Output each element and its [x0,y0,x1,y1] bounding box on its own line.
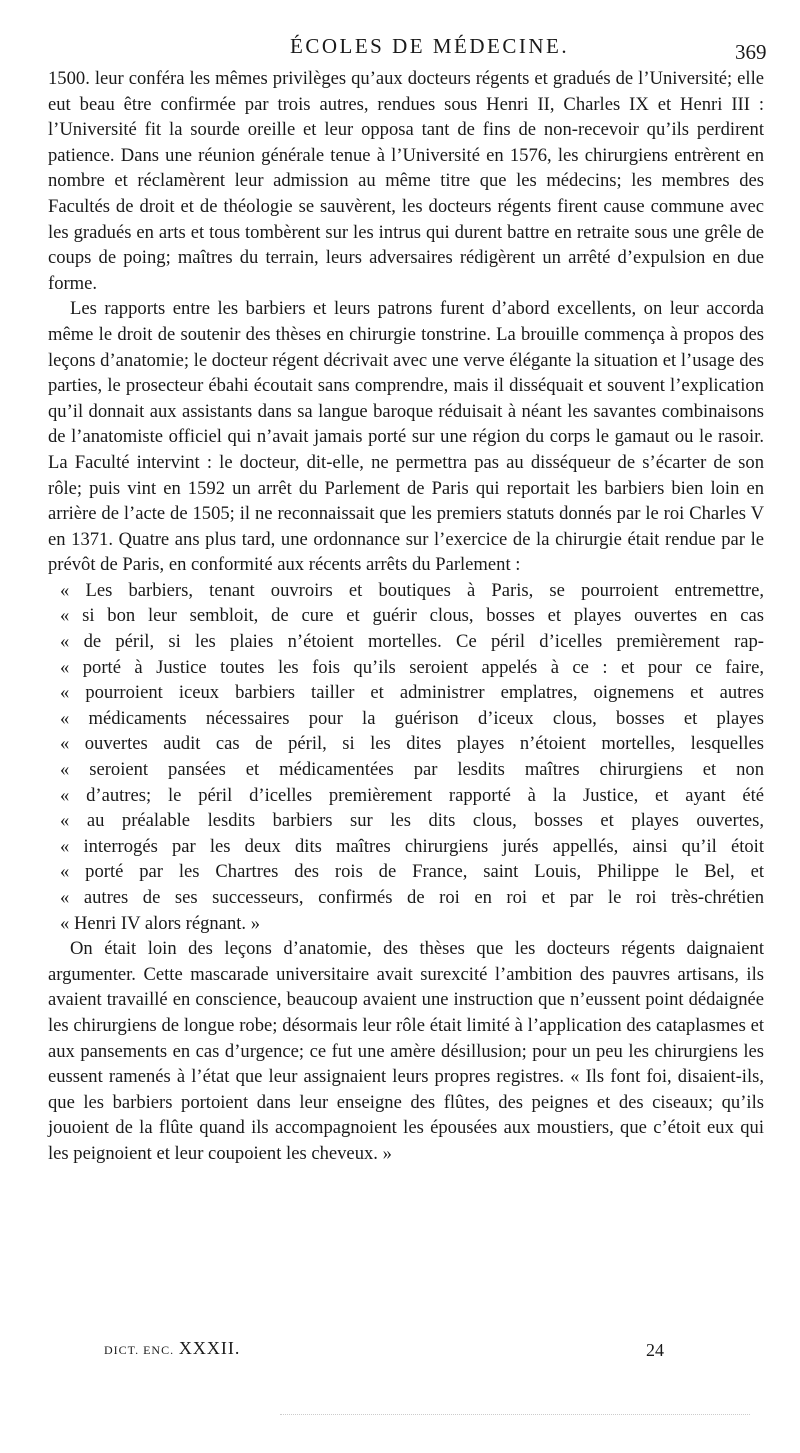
paragraph-3: On était loin des leçons d’anatomie, des thèses que les docteurs régents daignaient argumenter. Cette mascarade universitaire avait surexcité l’ambition des pauvres artisans, ils avaient travaillé en conscience, beaucoup avaient une instruction que n’eussent point dédaignée les chirurgiens de longue robe; désormais leur rôle était limité à l’application des cataplasmes et aux pansements en cas d’urgence; ce fut une amère désillusion; pour un peu les chirurgiens les eussent ramenés à l’état que leur assignaient leurs propres registres. « Ils font foi, disaient-ils, que les barbiers portoient dans leur enseigne des flûtes, des peignes et des ciseaux; qu’ils jouoient de la flûte quand ils accompagnoient les épousées aux moustiers, que c’étoit eux qui les peignoient et leur coupoient les cheveux. » [48,938,764,1164]
quote-line: « autres de ses successeurs, confirmés de roi en roi et par le roi très-chrétien [60,887,764,908]
sheet-number: 24 [646,1340,664,1360]
quote-line: « interrogés par les deux dits maîtres chirurgiens jurés appellés, ainsi qu’il étoit [60,835,764,857]
ordinance-quote [48,578,764,936]
body-text [48,66,764,1167]
running-head [0,30,800,64]
signature-prefix: DICT. ENC. [104,1343,175,1357]
quote-line: « médicaments nécessaires pour la guérison d’iceux clous, bosses et playes [60,707,764,729]
quote-line: « porté à Justice toutes les fois qu’ils seroient appelés à ce : et pour ce faire, [60,656,764,678]
page-footer [0,1338,800,1368]
paragraph-2: Les rapports entre les barbiers et leurs patrons furent d’abord excellents, on leur accorda même le droit de soutenir des thèses en chirurgie tonstrine. La brouille commença à propos des leçons d’anatomie; le docteur régent décrivait avec une verve élégante la situation et l’usage des parties, le prosecteur ébahi écoutait sans comprendre, mais il disséquait et souvent l’explication qu’il donnait aux assistants dans sa langue baroque réduisait à néant les savantes combinaisons de l’anatomiste officiel qui n’avait jamais porté sur une région du corps le gamaut ou le rasoir. La Faculté intervint : le docteur, dit-elle, ne permettra pas au disséqueur de s’écarter de son rôle; puis vint en 1592 un arrêt du Parlement de Paris qui reportait les barbiers bien loin en arrière de l’acte de 1505; il ne reconnaissait que les premiers statuts donnés par le roi Charles V en 1371. Quatre ans plus tard, une ordonnance sur l’exercice de la chirurgie était rendue par le prévôt de Paris, en conformité aux récents arrêts du Parlement : [48,298,764,576]
quote-line: « Les barbiers, tenant ouvroirs et boutiques à Paris, se pourroient entremettre, [60,579,764,601]
running-title: ÉCOLES DE MÉDECINE. [290,34,570,58]
printer-signature [104,1338,240,1359]
quote-line: « au préalable lesdits barbiers sur les dits clous, bosses et playes ouvertes, [60,810,764,832]
scan-edge-artifact [280,1414,750,1417]
quote-line: « Henri IV alors régnant. » [60,912,261,934]
quote-line: « si bon leur sembloit, de cure et guérir clous, bosses et playes ouvertes en cas [60,605,764,627]
quote-line: « de péril, si les plaies n’étoient mortelles. Ce péril d’icelles premièrement rap- [60,631,764,653]
quote-line: « pourroient iceux barbiers tailler et administrer emplatres, oignemens et autres [60,682,764,704]
paragraph-1: 1500. leur conféra les mêmes privilèges qu’aux docteurs régents et gradués de l’Université; elle eut beau être confirmée par trois autres, rendues sous Henri II, Charles IX et Henri III : l’Université fit la sourde oreille et leur opposa tant de fins de non-recevoir qu’ils perdirent patience. Dans une réunion générale tenue à l’Université en 1576, les chirurgiens entrèrent en nombre et réclamèrent leur admission au même titre que les médecins; les membres des Facultés de droit et de théologie se sauvèrent, les docteurs régents firent cause commune avec les gradués en arts et tous tombèrent sur les intrus qui durent battre en retraite sous une grêle de coups de poing; maîtres du terrain, leurs adversaires rédigèrent un arrêté d’expulsion en due forme. [48,68,764,294]
signature-volume: XXXII. [178,1338,241,1358]
quote-line: « ouvertes audit cas de péril, si les dites playes n’étoient mortelles, lesquelles [60,733,764,755]
quote-line: « seroient pansées et médicamentées par lesdits maîtres chirurgiens et non [60,759,764,781]
quote-line: « d’autres; le péril d’icelles premièrement rapporté à la Justice, et ayant été [60,784,764,806]
page-number: 369 [735,40,767,64]
quote-line: « porté par les Chartres des rois de France, saint Louis, Philippe le Bel, et [60,861,764,883]
